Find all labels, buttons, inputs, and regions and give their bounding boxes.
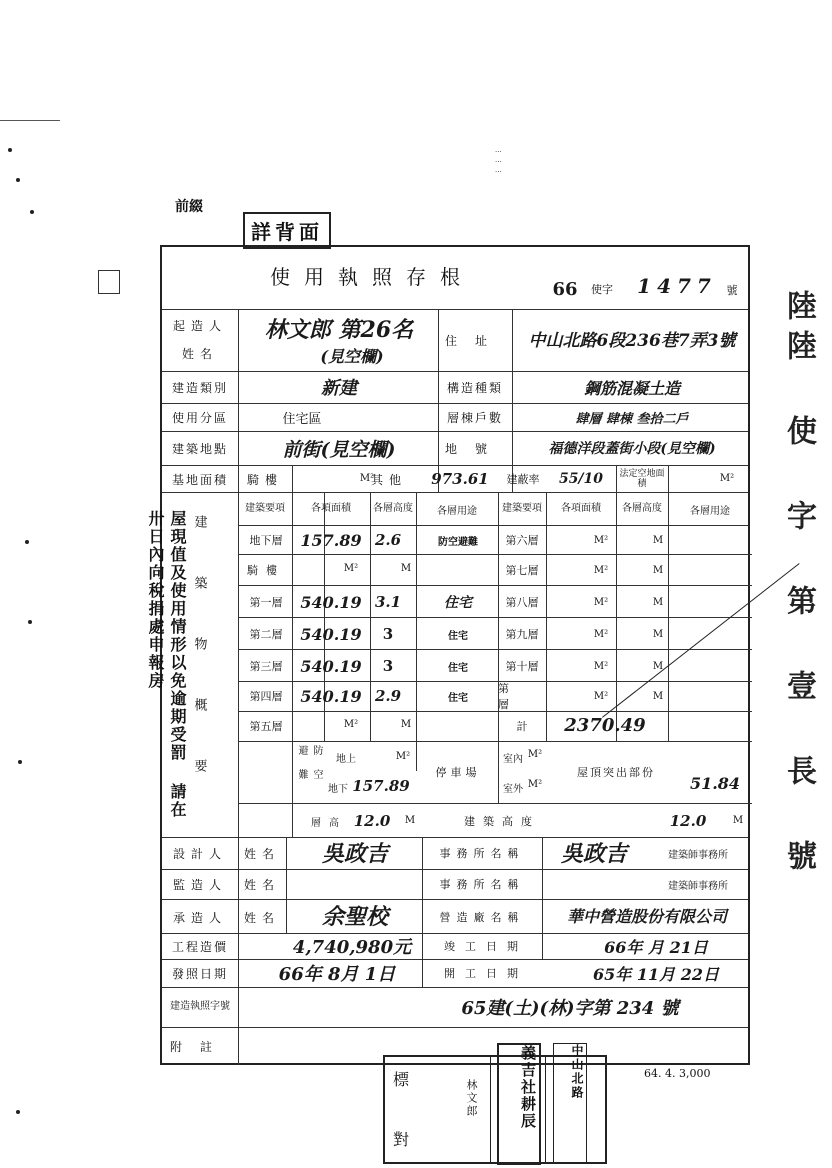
applicant-name-label: 姓名 <box>181 346 218 361</box>
remarks-label: 附註 <box>169 1039 230 1054</box>
supervisor-name-label: 姓名 <box>243 877 280 892</box>
structure-value: 鋼筋混凝土造 <box>583 378 680 398</box>
floor-height-unit: M <box>400 718 412 730</box>
top-note <box>495 145 710 185</box>
col-height-header-right: 各層高度 <box>622 503 662 514</box>
supervisor-label: 監造人 <box>172 877 227 892</box>
floor-height: 3.1 <box>374 593 402 611</box>
permit-mid: 使字 <box>591 283 613 296</box>
cost-label: 工程造價 <box>171 939 228 954</box>
designer-office-name: 吳政吉 <box>560 840 627 867</box>
col-use-header: 各層用途 <box>437 505 477 517</box>
floor-area: 540.19 <box>300 686 362 706</box>
floor-area: 540.19 <box>300 656 362 676</box>
floor-height: 2.6 <box>374 531 402 549</box>
story-height-unit: M <box>404 814 416 826</box>
floor-use: 住宅 <box>444 595 472 611</box>
floor-name: 第二層 <box>249 628 283 641</box>
floor-name: 第四層 <box>249 690 283 703</box>
right-area-unit: M² <box>593 564 609 576</box>
story-height-value: 12.0 <box>353 812 391 830</box>
floor-right-name: 第九層 <box>505 628 539 641</box>
completion-value: 66年 月 21日 <box>604 937 708 957</box>
floor-use: 防空避難 <box>438 536 478 548</box>
lot-label: 地號 <box>444 441 505 456</box>
scan-dot <box>16 178 20 182</box>
site-value: 前街(見空欄) <box>282 438 396 461</box>
floors-label: 層棟戶數 <box>446 410 503 425</box>
lot-value: 福德洋段蓋街小段(見空欄) <box>548 441 716 457</box>
col-area-header-right: 各項面積 <box>561 503 601 514</box>
supervisor-office-suffix: 建築師事務所 <box>668 880 728 892</box>
floor-right-name: 第八層 <box>505 596 539 609</box>
legal-open-label: 法定空地面積 <box>619 469 665 489</box>
coverage-value: 55/10 <box>558 471 604 487</box>
top-note-line: ... <box>495 156 502 164</box>
floor-name: 第三層 <box>249 660 283 673</box>
proof-divider <box>490 1057 491 1162</box>
parking-in-label: 室內 <box>503 753 523 765</box>
permit-suffix: 號 <box>726 284 738 297</box>
col-use-header-right: 各層用途 <box>690 505 730 517</box>
architect-office-suffix: 建築師事務所 <box>668 849 728 861</box>
left-side-note: 屋現值及使用情形以免逾期受罰 請在卅日內向稅捐處申報房 <box>146 510 187 819</box>
contractor-firm: 華中營造股份有限公司 <box>566 906 727 926</box>
parking-out-unit: M² <box>527 778 543 790</box>
roof-value: 51.84 <box>689 773 741 793</box>
parking-out-label: 室外 <box>503 783 523 795</box>
col-item-header-right: 建築要項 <box>502 503 542 514</box>
floor-area: 157.89 <box>300 530 362 550</box>
scan-margin-line <box>0 120 60 121</box>
designer-office-label: 事務所名稱 <box>439 847 525 860</box>
floor-use: 住宅 <box>448 662 468 674</box>
right-area-unit: M² <box>593 628 609 640</box>
issue-value: 66年 8月 1日 <box>278 964 396 985</box>
print-code: 64. 4. 3,000 <box>644 1067 711 1080</box>
contractor-name: 余聖校 <box>321 903 388 930</box>
applicant-value: 林文郎 第26名 <box>264 316 414 343</box>
proof-box <box>383 1044 607 1164</box>
col-item-header: 建築要項 <box>245 503 285 514</box>
building-height-value: 12.0 <box>669 812 707 830</box>
right-height-unit: M <box>652 690 664 702</box>
col-area-header: 各項面積 <box>311 503 351 514</box>
shelter-up-label: 地上 <box>336 753 356 765</box>
contractor-firm-label: 營造廠名稱 <box>439 911 525 924</box>
supervisor-office-label: 事務所名稱 <box>439 878 525 891</box>
building-section-label: 建築物概要 <box>191 514 207 820</box>
floor-right-name: 第七層 <box>505 564 539 577</box>
scan-dot <box>25 540 29 544</box>
scan-dot <box>18 760 22 764</box>
floor-area-unit: M² <box>343 562 359 574</box>
site-label: 建築地點 <box>171 441 228 456</box>
floor-name: 第五層 <box>249 720 283 733</box>
seal-b: 林文郎 <box>465 1079 478 1118</box>
building-height-unit: M <box>732 814 744 826</box>
shelter-down-label: 地下 <box>328 783 348 795</box>
right-height-unit: M <box>652 660 664 672</box>
applicant-note: (見空欄) <box>320 346 384 366</box>
permit-prefix: 66 <box>552 278 578 300</box>
designer-name: 吳政吉 <box>321 840 388 867</box>
scan-dot <box>8 148 12 152</box>
form-title: 使用執照存根 <box>270 264 474 289</box>
stamp-see-back: 詳背面 <box>243 212 331 249</box>
floors-value: 肆層 肆棟 叁拾二戶 <box>575 411 689 427</box>
top-note-line: ... <box>495 146 502 154</box>
form-label: 前綴 <box>175 199 203 215</box>
seal-a: 義吉社耕辰 <box>497 1043 541 1165</box>
permit-form <box>160 245 750 1065</box>
right-area-unit: M² <box>593 596 609 608</box>
floor-right-name: 第六層 <box>505 534 539 547</box>
floor-name: 騎樓 <box>247 564 285 577</box>
permit-ref-value: 65建(土)(林)字第 234 號 <box>461 998 679 1019</box>
scan-dot <box>28 620 32 624</box>
permit-number: 1477 <box>637 274 717 298</box>
top-note-line: ... <box>495 166 502 174</box>
floor-height-unit: M <box>400 562 412 574</box>
right-height-unit: M <box>652 534 664 546</box>
legal-open-unit: M² <box>719 472 735 484</box>
shelter-up-unit: M² <box>395 750 411 762</box>
structure-label: 構造種類 <box>446 380 503 395</box>
designer-label: 設計人 <box>172 846 227 861</box>
margin-mark <box>98 270 120 294</box>
roof-label: 屋頂突出部份 <box>577 766 655 779</box>
address-label: 住址 <box>444 333 505 348</box>
zone-value: 住宅區 <box>282 411 322 427</box>
shelter-label: 防空避難 <box>296 745 322 793</box>
col-height-header: 各層高度 <box>373 503 413 514</box>
permit-ref-label: 建造執照字號 <box>170 1001 230 1012</box>
right-area-unit: M² <box>593 534 609 546</box>
issue-label: 發照日期 <box>171 966 228 981</box>
proof-label-2: 對 <box>393 1130 410 1149</box>
coverage-label: 建蔽率 <box>506 473 540 486</box>
floor-use: 住宅 <box>448 630 468 642</box>
floor-name: 第一層 <box>249 596 283 609</box>
floor-right-name: 第 層 <box>498 682 519 711</box>
zone-label: 使用分區 <box>171 410 228 425</box>
area-arcade-unit: M² <box>359 472 375 484</box>
cost-value: 4,740,980元 <box>292 937 412 958</box>
contractor-label: 承造人 <box>172 910 227 925</box>
completion-label: 竣工日期 <box>444 940 528 953</box>
building-type-value: 新建 <box>321 378 357 399</box>
start-label: 開工日期 <box>444 967 528 980</box>
floor-right-name: 第十層 <box>505 660 539 673</box>
building-height-label: 建築高度 <box>464 815 540 828</box>
right-margin-text: 陸陸 使 字 第 壹 長 號 <box>781 290 816 880</box>
designer-name-label: 姓名 <box>243 846 280 861</box>
right-height-unit: M <box>652 596 664 608</box>
scan-dot <box>30 210 34 214</box>
proof-label-1: 標 <box>393 1070 410 1089</box>
area-other-label: 其他 <box>370 472 407 487</box>
floor-area: 540.19 <box>300 624 362 644</box>
scan-dot <box>16 1110 20 1114</box>
floor-name: 地下層 <box>249 534 283 547</box>
start-value: 65年 11月 22日 <box>593 964 719 984</box>
right-height-unit: M <box>652 564 664 576</box>
story-height-label: 層高 <box>311 817 347 829</box>
right-area-unit: M² <box>593 660 609 672</box>
area-other-value: 973.61 <box>431 470 489 488</box>
floor-area: 540.19 <box>300 592 362 612</box>
parking-label: 停車場 <box>435 766 481 779</box>
floor-height: 3 <box>382 657 394 675</box>
applicant-label: 起造人 <box>172 318 227 333</box>
parking-in-unit: M² <box>527 748 543 760</box>
contractor-name-label: 姓名 <box>243 910 280 925</box>
floor-right-total-label: 計 <box>516 720 528 733</box>
seal-c: 中山北路 <box>553 1043 587 1163</box>
floor-height: 3 <box>382 625 394 643</box>
right-height-unit: M <box>652 628 664 640</box>
floor-height: 2.9 <box>374 687 402 705</box>
floor-use: 住宅 <box>448 692 468 704</box>
building-type-label: 建造類別 <box>171 380 228 395</box>
area-arcade-label: 騎樓 <box>246 472 283 487</box>
address-value: 中山北路6段236巷7弄3號 <box>528 331 736 351</box>
shelter-down-value: 157.89 <box>352 777 410 795</box>
area-label: 基地面積 <box>171 472 228 487</box>
right-area-unit: M² <box>593 690 609 702</box>
total-value: 2370.49 <box>564 714 646 736</box>
floor-area-unit: M² <box>343 718 359 730</box>
proof-divider <box>545 1057 546 1162</box>
